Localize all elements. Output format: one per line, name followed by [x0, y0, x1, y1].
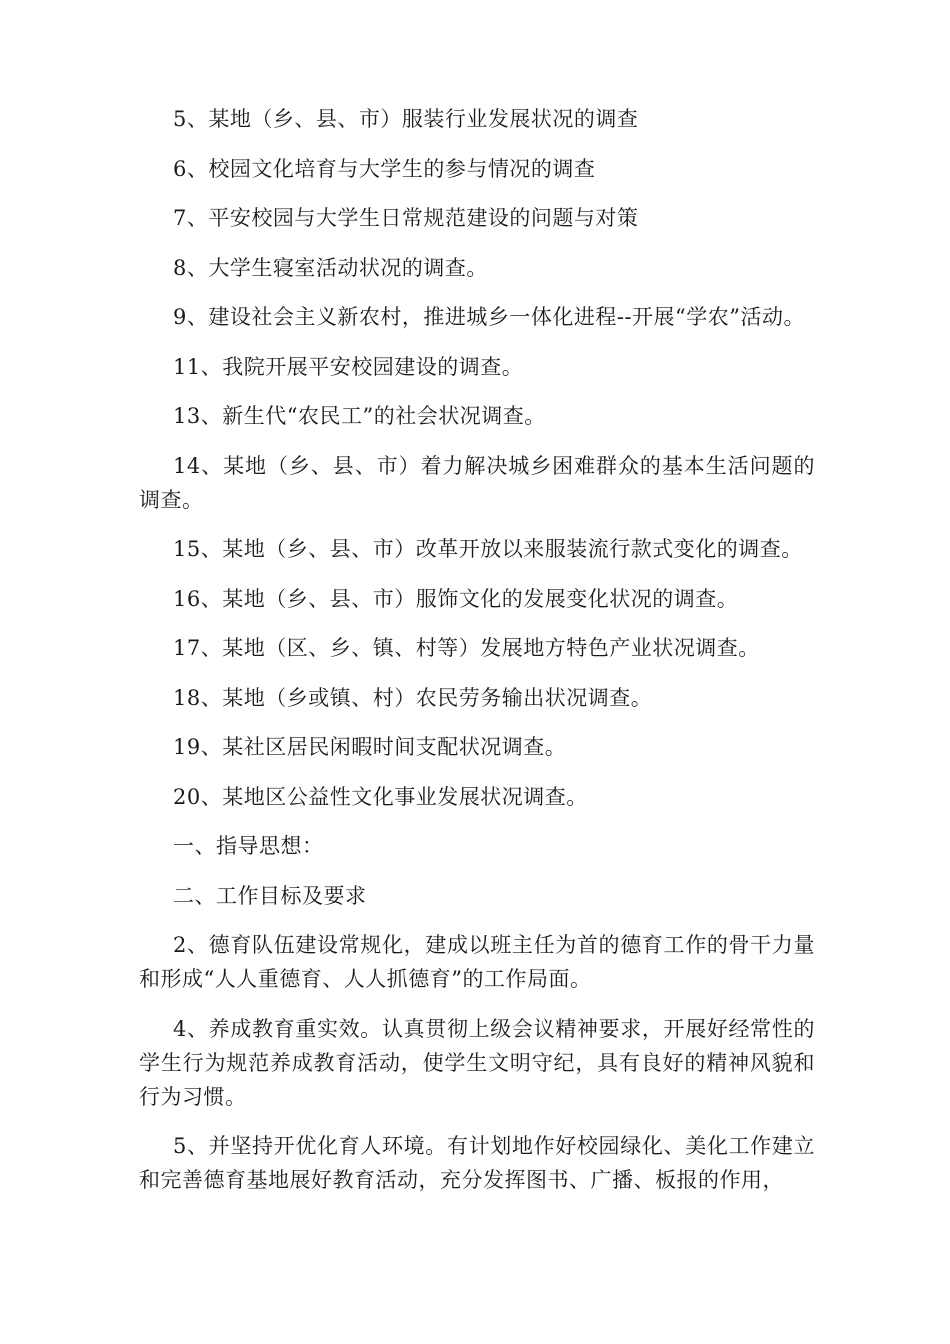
- document-body: [139, 102, 815, 1213]
- paragraph: 5、并坚持开优化育人环境。有计划地作好校园绿化、美化工作建立和完善德育基地展好教育活动，充分发挥图书、广播、板报的作用，: [139, 1134, 815, 1192]
- paragraph: 19、某社区居民闲暇时间支配状况调查。: [173, 735, 567, 759]
- section-heading: 一、指导思想：: [173, 834, 324, 858]
- paragraph: 11、我院开展平安校园建设的调查。: [173, 354, 524, 379]
- paragraph: 18、某地（乡或镇、村）农民劳务输出状况调查。: [173, 685, 653, 710]
- paragraph: 7、平安校园与大学生日常规范建设的问题与对策: [173, 206, 639, 230]
- paragraph: 13、新生代“农民工”的社会状况调查。: [173, 404, 546, 428]
- section-heading: 二、工作目标及要求: [173, 883, 367, 908]
- paragraph: 5、某地（乡、县、市）服装行业发展状况的调查: [173, 107, 639, 131]
- paragraph: 8、大学生寝室活动状况的调查。: [173, 255, 488, 280]
- paragraph: 20、某地区公益性文化事业发展状况调查。: [173, 784, 588, 809]
- paragraph: 9、建设社会主义新农村，推进城乡一体化进程--开展“学农”活动。: [173, 305, 806, 329]
- paragraph: 4、养成教育重实效。认真贯彻上级会议精神要求，开展好经常性的学生行为规范养成教育活动，使学生文明守纪，具有良好的精神风貌和行为习惯。: [139, 1016, 815, 1109]
- paragraph: 2、德育队伍建设常规化，建成以班主任为首的德育工作的骨干力量和形成“人人重德育、人人抓德育”的工作局面。: [139, 933, 815, 991]
- paragraph: 17、某地（区、乡、镇、村等）发展地方特色产业状况调查。: [173, 636, 760, 660]
- paragraph: 14、某地（乡、县、市）着力解决城乡困难群众的基本生活问题的调查。: [139, 453, 815, 512]
- paragraph: 15、某地（乡、县、市）改革开放以来服装流行款式变化的调查。: [173, 537, 803, 561]
- paragraph: 6、校园文化培育与大学生的参与情况的调查: [173, 156, 596, 181]
- paragraph: 16、某地（乡、县、市）服饰文化的发展变化状况的调查。: [173, 586, 739, 611]
